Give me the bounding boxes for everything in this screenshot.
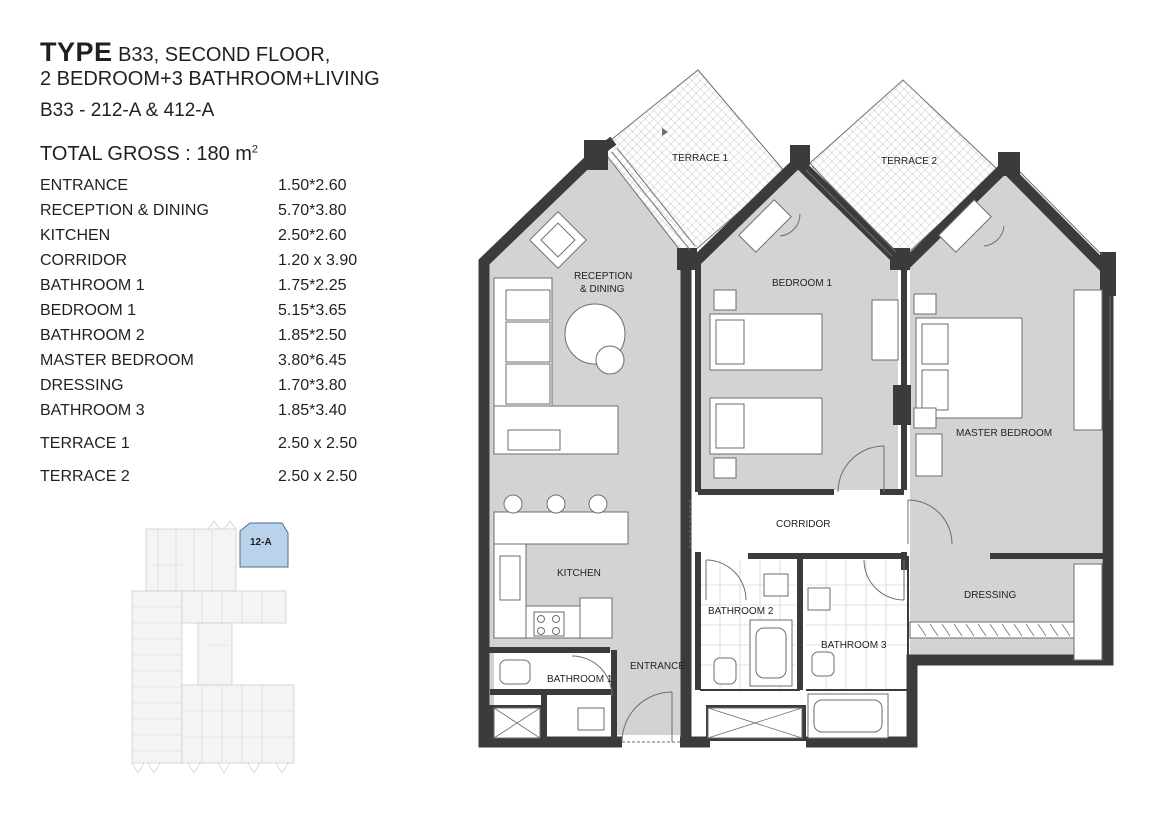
label-kitchen: KITCHEN: [557, 568, 601, 579]
key-plan-unit-label: 12-A: [250, 537, 272, 548]
label-bathroom-3: BATHROOM 3: [821, 640, 887, 651]
schedule-row: MASTER BEDROOM 3.80*6.45: [40, 352, 347, 369]
vanity: [916, 434, 942, 476]
schedule-row: BATHROOM 3 1.85*3.40: [40, 402, 347, 419]
schedule-row: TERRACE 1 2.50 x 2.50: [40, 435, 358, 452]
schedule-row: BATHROOM 2 1.85*2.50: [40, 327, 347, 344]
label-reception: RECEPTION: [574, 271, 633, 282]
label-bedroom-1: BEDROOM 1: [772, 278, 833, 289]
nightstand: [914, 408, 936, 428]
toilet: [500, 660, 530, 684]
total-gross: TOTAL GROSS : 180 $m^2$: [40, 143, 259, 165]
label-dining: & DINING: [580, 284, 625, 295]
sink: [500, 556, 520, 600]
label-terrace-2: TERRACE 2: [881, 156, 938, 167]
plan-title-block: [40, 37, 380, 123]
schedule-row: TERRACE 2 2.50 x 2.50: [40, 468, 358, 485]
kitchen-island: [494, 512, 628, 544]
toilet: [714, 658, 736, 684]
schedule-row: RECEPTION & DINING 5.70*3.80: [40, 202, 347, 219]
label-dressing: DRESSING: [964, 590, 1017, 601]
label-terrace-1: TERRACE 1: [672, 153, 729, 164]
unit-codes: B33 - 212-A & 412-A: [40, 100, 215, 121]
nightstand: [714, 290, 736, 310]
nightstand: [714, 458, 736, 478]
label-entrance: ENTRANCE: [630, 661, 686, 672]
label-bathroom-2: BATHROOM 2: [708, 606, 774, 617]
plan-subtitle: 2 BEDROOM+3 BATHROOM+LIVING: [40, 68, 380, 90]
floor-plan: [455, 60, 1135, 770]
washbasin: [808, 588, 830, 610]
key-plan: [128, 515, 298, 795]
schedule-row: BEDROOM 1 5.15*3.65: [40, 302, 347, 319]
label-corridor: CORRIDOR: [776, 519, 831, 530]
toilet: [812, 652, 834, 676]
nightstand: [914, 294, 936, 314]
schedule-row: ENTRANCE 1.50*2.60: [40, 177, 347, 194]
plan-type-title: TYPE B33, SECOND FLOOR,: [40, 37, 331, 67]
master-wardrobe: [1074, 290, 1102, 430]
schedule-row: CORRIDOR 1.20 x 3.90: [40, 252, 358, 269]
schedule-row: KITCHEN 2.50*2.60: [40, 227, 347, 244]
schedule-row: DRESSING 1.70*3.80: [40, 377, 347, 394]
bedroom-1-wardrobe: [872, 300, 898, 360]
washbasin: [764, 574, 788, 596]
label-master-bedroom: MASTER BEDROOM: [956, 428, 1053, 439]
schedule-row: BATHROOM 1 1.75*2.25: [40, 277, 347, 294]
label-bathroom-1: BATHROOM 1: [547, 674, 613, 685]
washbasin: [578, 708, 604, 730]
